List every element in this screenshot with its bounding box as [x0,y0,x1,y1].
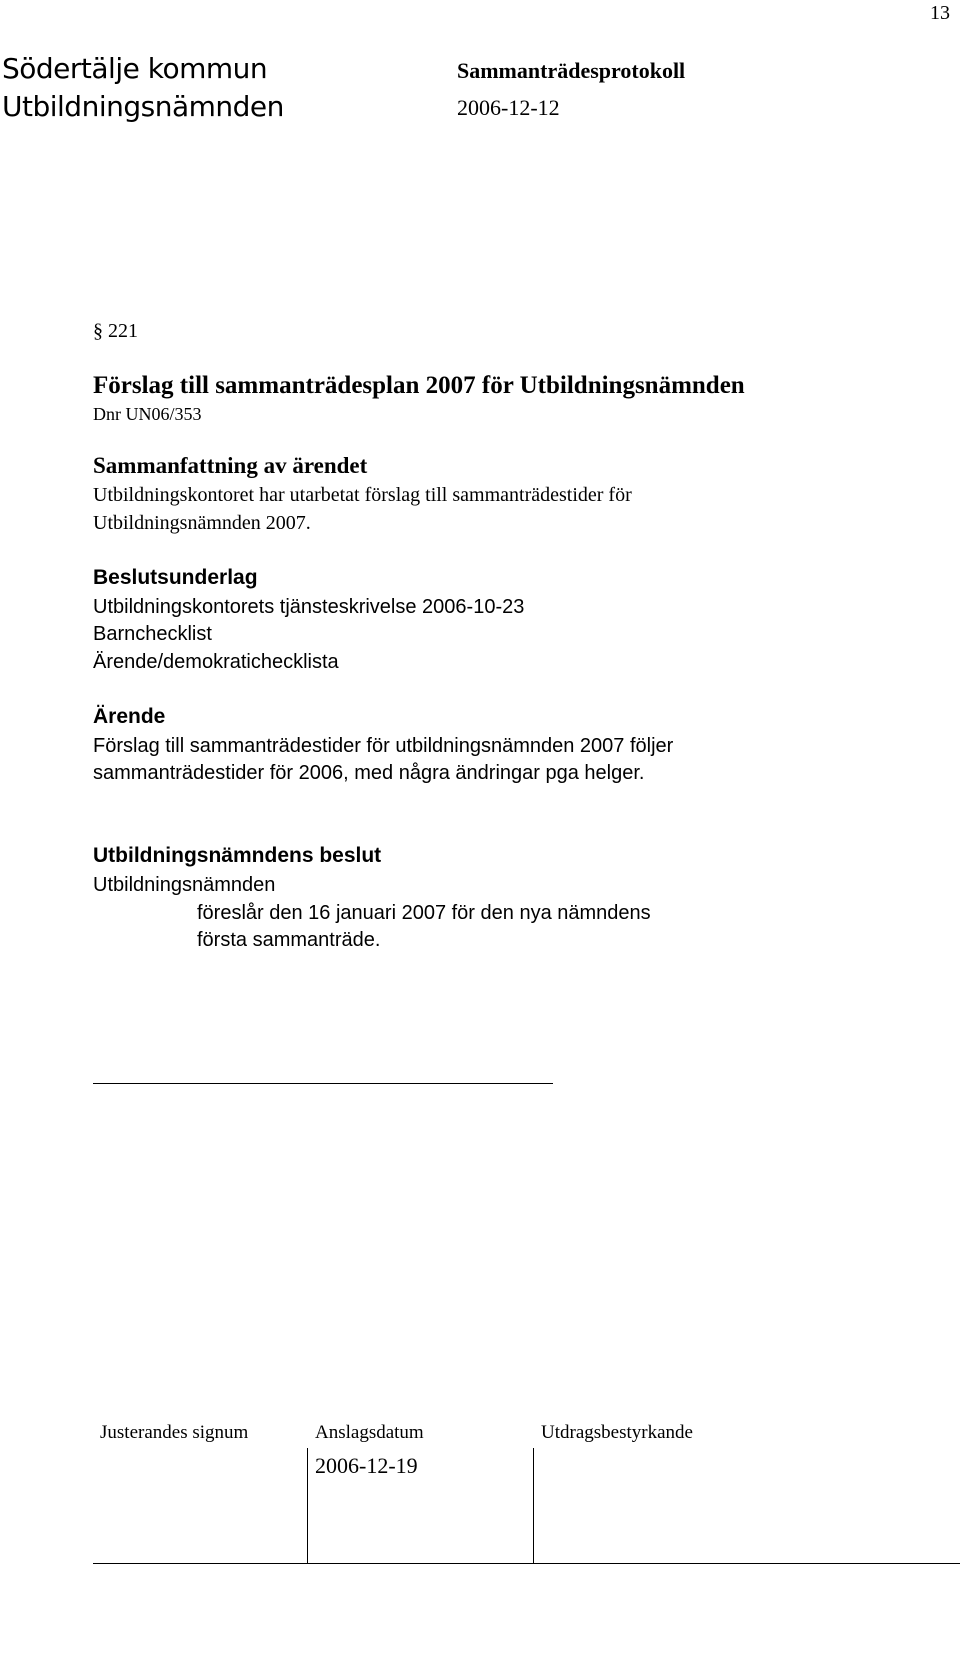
meeting-date: 2006-12-12 [457,95,560,120]
diary-number: Dnr UN06/353 [93,404,202,424]
decision-line: föreslår den 16 januari 2007 för den nya nämndens [197,902,651,924]
summary-line: Utbildningsnämnden 2007. [93,512,311,534]
decision-line: första sammanträde. [197,929,381,951]
footer-label-certification: Utdragsbestyrkande [541,1422,693,1443]
section-sign-icon: § [93,320,103,342]
organization-name: Södertälje kommun [2,52,268,85]
basis-item: Ärende/demokratichecklista [93,651,339,673]
basis-heading: Beslutsunderlag [93,566,258,589]
footer-posting-date: 2006-12-19 [315,1453,418,1478]
summary-line: Utbildningskontoret har utarbetat förslag till sammanträdestider för [93,484,632,506]
board-name: Utbildningsnämnden [2,90,284,123]
matter-line: sammanträdestider för 2006, med några ändringar pga helger. [93,762,645,784]
summary-heading: Sammanfattning av ärendet [93,453,368,478]
page-number: 13 [930,2,950,24]
decision-subject: Utbildningsnämnden [93,874,276,896]
document-type: Sammanträdesprotokoll [457,58,686,83]
footer-label-posting-date: Anslagsdatum [315,1422,424,1443]
basis-item: Utbildningskontorets tjänsteskrivelse 2006-10-23 [93,596,525,618]
footer-divider [533,1448,534,1564]
footer-divider [307,1448,308,1564]
matter-line: Förslag till sammanträdestider för utbildningsnämnden 2007 följer [93,735,674,757]
footer-bottom-line [93,1563,960,1564]
matter-heading: Ärende [93,705,166,728]
paragraph-number-value: 221 [108,320,138,342]
basis-item: Barnchecklist [93,623,212,645]
matter-title: Förslag till sammanträdesplan 2007 för Utbildningsnämnden [93,372,745,399]
decision-heading: Utbildningsnämndens beslut [93,844,382,867]
paragraph-number [93,320,138,343]
footer-label-signature: Justerandes signum [100,1422,249,1443]
separator-line [93,1083,553,1084]
